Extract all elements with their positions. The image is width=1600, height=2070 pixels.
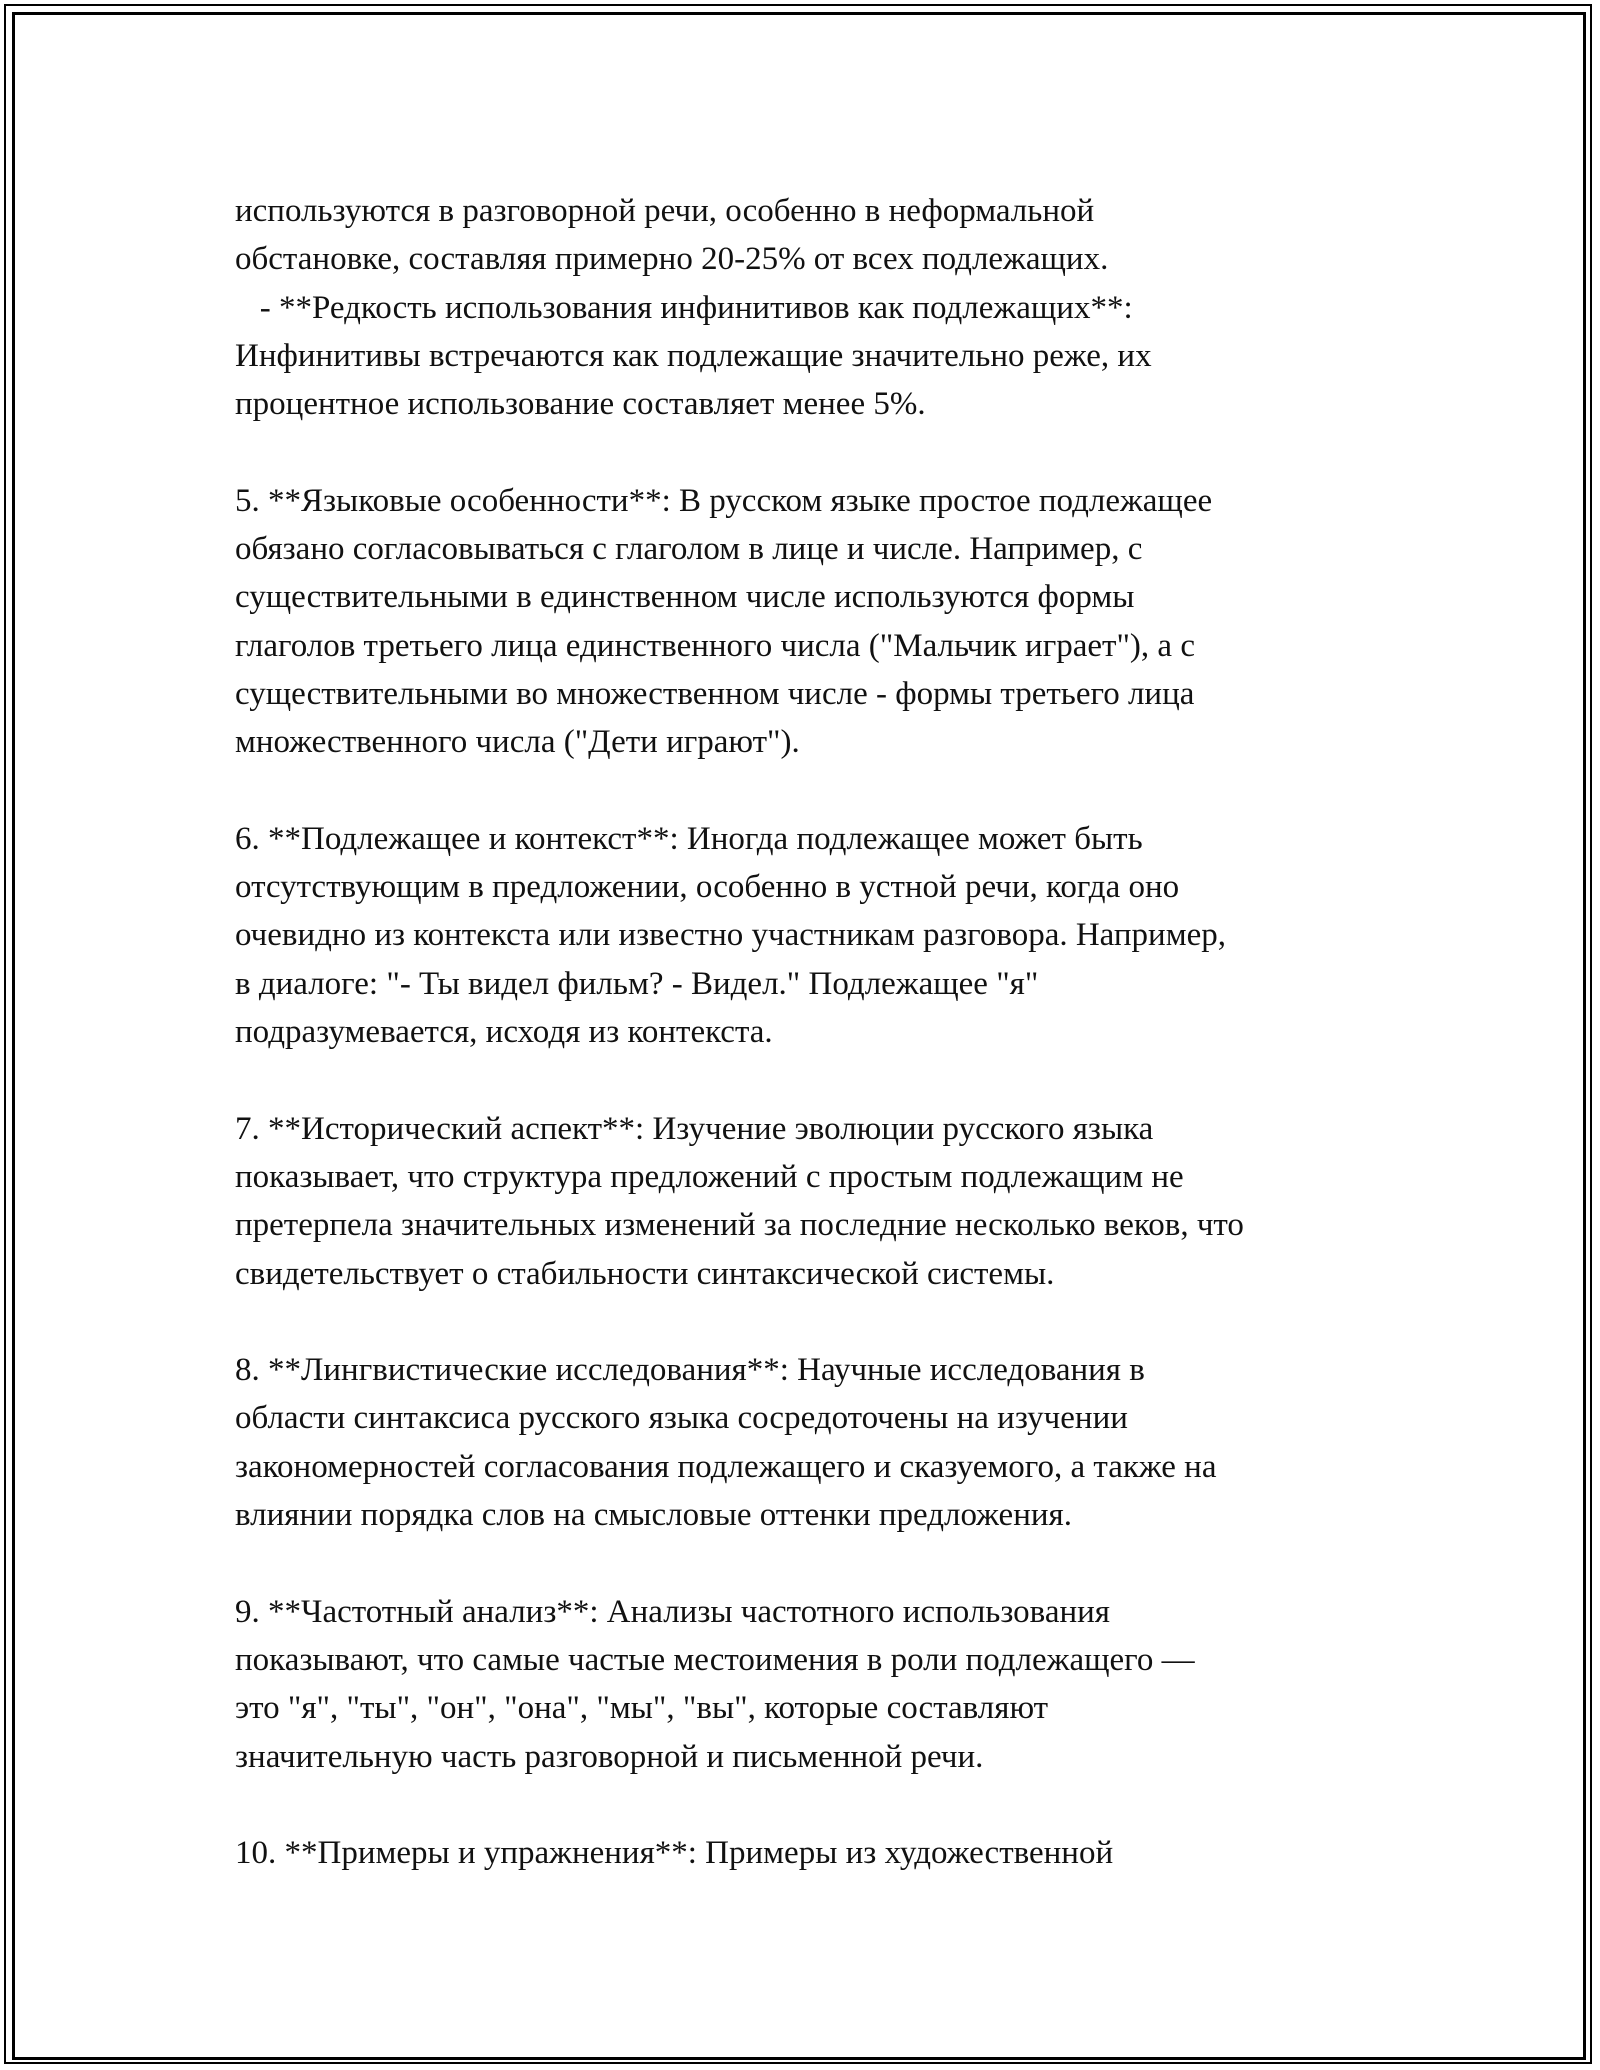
text-line: существительными во множественном числе - формы третьего лица (235, 675, 1195, 712)
text-line: используются в разговорной речи, особенно в неформальной (235, 193, 1095, 229)
paragraph-gap (235, 1781, 1385, 1829)
text-line: 5. **Языковые особенности**: В русском языке простое подлежащее (235, 482, 1213, 519)
text-line: - **Редкость использования инфинитивов как подлежащих**: (235, 289, 1133, 326)
text-line: это "я", "ты", "он", "она", "мы", "вы", которые составляют (235, 1690, 1049, 1727)
text-line: отсутствующим в предложении, особенно в устной речи, когда оно (235, 869, 1180, 906)
text-line: Инфинитивы встречаются как подлежащие значительно реже, их (235, 337, 1152, 374)
text-line: 10. **Примеры и упражнения**: Примеры из художественной (235, 1835, 1114, 1872)
text-line: существительными в единственном числе используются формы (235, 579, 1135, 616)
paragraph-gap (235, 1298, 1385, 1346)
text-line: закономерностей согласования подлежащего и сказуемого, а также на (235, 1448, 1217, 1485)
document-body (235, 187, 1385, 1877)
text-line: свидетельствует о стабильности синтаксической системы. (235, 1255, 1055, 1292)
text-line: в диалоге: "- Ты видел фильм? - Видел." Подлежащее "я" (235, 965, 1039, 1002)
paragraph-gap (235, 767, 1385, 815)
text-line: претерпела значительных изменений за последние несколько веков, что (235, 1207, 1244, 1244)
paragraph-gap (235, 1539, 1385, 1587)
text-line: значительную часть разговорной и письменной речи. (235, 1738, 984, 1775)
text-line: множественного числа ("Дети играют"). (235, 724, 800, 761)
text-line: обязано согласовываться с глаголом в лице и числе. Например, с (235, 531, 1143, 568)
text-line: глаголов третьего лица единственного числа ("Мальчик играет"), а с (235, 627, 1195, 664)
text-line: влиянии порядка слов на смысловые оттенки предложения. (235, 1497, 1072, 1534)
text-line: показывают, что самые частые местоимения в роли подлежащего — (235, 1641, 1195, 1678)
text-line: 9. **Частотный анализ**: Анализы частотного использования (235, 1593, 1110, 1630)
text-line: 8. **Лингвистические исследования**: Научные исследования в (235, 1352, 1145, 1389)
paragraph-gap (235, 1056, 1385, 1104)
text-line: очевидно из контекста или известно участникам разговора. Например, (235, 917, 1226, 954)
text-line: 6. **Подлежащее и контекст**: Иногда подлежащее может быть (235, 820, 1143, 857)
text-line: показывает, что структура предложений с простым подлежащим не (235, 1158, 1184, 1195)
text-line: 7. **Исторический аспект**: Изучение эволюции русского языка (235, 1110, 1154, 1147)
text-line: области синтаксиса русского языка сосредоточены на изучении (235, 1400, 1128, 1437)
paragraph-gap (235, 428, 1385, 476)
text-line: обстановке, составляя примерно 20-25% от всех подлежащих. (235, 241, 1109, 278)
text-line: процентное использование составляет менее 5%. (235, 386, 926, 423)
text-line: подразумевается, исходя из контекста. (235, 1014, 773, 1051)
